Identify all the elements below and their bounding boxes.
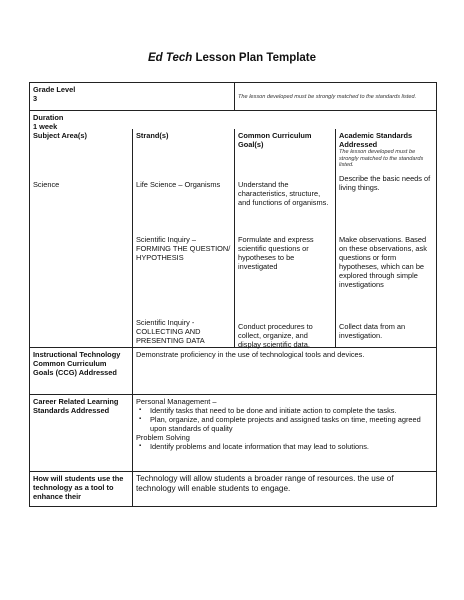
duration-value: 1 week [33,122,58,131]
duration-label: Duration [33,113,64,122]
goal-item: Understand the characteristics, structure, and functions of organisms. [238,180,329,207]
standards-section [30,110,436,347]
career-content [132,395,436,471]
grade-label: Grade Level [33,85,76,94]
tool-row [30,471,436,506]
standard-item: Make observations. Based on these observations, ask questions or form hypotheses, which can be explored through simple investigations [339,235,427,289]
strand-item: Scientific Inquiry - COLLECTING AND PRESENTING DATA [136,318,205,345]
tool-text: Technology will allow students a broader range of resources. the use of technology will enable students to engage. [132,472,436,506]
strand-column [132,129,234,347]
title-italic: Ed Tech [147,52,193,64]
ps-heading: Problem Solving [136,433,190,442]
strand-item: Life Science – Organisms [136,180,221,189]
pm-heading: Personal Management – [136,397,217,406]
title-rest: Lesson Plan Template [192,52,317,64]
tool-label: How will students use the technology as a tool to enhance their [33,474,124,501]
itccg-label: Instructional Technology Common Curriculum Goals (CCG) Addressed [33,350,121,377]
academic-column [335,129,436,347]
goal-item: Formulate and express scientific questions or hypotheses to be investigated [238,235,314,271]
document-title [0,52,464,64]
subject-header: Subject Area(s) [33,131,87,140]
goal-header: Common Curriculum Goal(s) [238,131,312,149]
grade-note: The lesson developed must be strongly matched to the standards listed. [238,94,417,100]
career-label: Career Related Learning Standards Addressed [33,397,119,415]
subject-value: Science [33,180,60,189]
subject-column [30,129,132,347]
ps-list [136,442,433,451]
lesson-plan-table [29,82,437,507]
strand-header: Strand(s) [136,131,169,140]
academic-note: The lesson developed must be strongly matched to the standards listed. [339,149,424,169]
grade-note-cell [234,83,436,110]
duration-cell [30,111,436,129]
standard-item: Collect data from an investigation. [339,322,406,340]
standard-item: Describe the basic needs of living things. [339,174,431,192]
grade-row [30,83,436,110]
career-row [30,394,436,471]
goal-item: Conduct procedures to collect, organize, and display scientific data. [238,322,313,349]
itccg-text: Demonstrate proficiency in the use of technological tools and devices. [132,348,436,394]
itccg-row [30,347,436,394]
strand-item: Scientific Inquiry – FORMING THE QUESTION/ HYPOTHESIS [136,235,231,262]
standards-grid [30,129,436,347]
academic-header: Academic Standards Addressed [339,131,413,149]
grade-value: 3 [33,94,38,103]
pm-list [136,406,433,433]
list-item: ▪ Identify problems and locate information that may lead to solutions. [150,442,433,451]
grade-cell [30,83,234,110]
list-item: ▪ Plan, organize, and complete projects and assigned tasks on time, meeting agreed upon standards of quality [150,415,433,433]
goal-column [234,129,335,347]
list-item: ▪ Identify tasks that need to be done and initiate action to complete the tasks. [150,406,433,415]
